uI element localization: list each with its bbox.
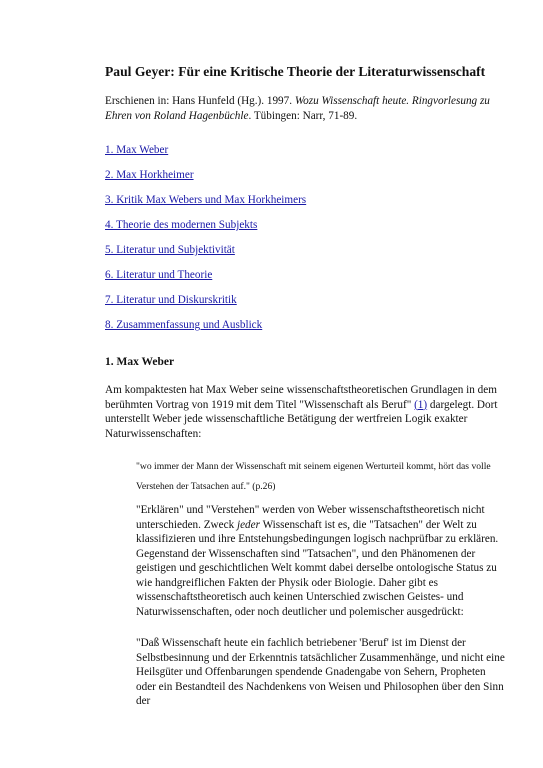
citation-suffix: . Tübingen: Narr, 71-89.: [248, 109, 358, 122]
footnote-link[interactable]: (1): [414, 398, 428, 411]
paragraph: [136, 503, 508, 619]
document-title: Paul Geyer: Für eine Kritische Theorie der Literaturwissenschaft: [105, 64, 486, 79]
toc-link-literatur-theorie[interactable]: 6. Literatur und Theorie: [105, 269, 213, 281]
block-quote: "Daß Wissenschaft heute ein fachlich betriebener 'Beruf' ist im Dienst der Selbstbesinnung und der Erkenntnis tatsächlicher Zusammenhänge, und nicht eine Heilsgüter und Offenbarungen spendende Gnadengabe von Sehern, Propheten oder ein Bestandteil des Nachdenkens von Weisen und Philosophen über den Sinn der: [136, 637, 505, 707]
toc-link-zusammenfassung[interactable]: 8. Zusammenfassung und Ausblick: [105, 319, 263, 331]
toc-item: [105, 243, 505, 268]
section-heading: 1. Max Weber: [105, 356, 175, 368]
paragraph-text: dargelegt. Dort unterstellt Weber jede wissenschaftliche Betätigung der wertfreien Logik exakter Naturwissenschaften:: [105, 398, 498, 440]
paragraph-text: "Erklären" und "Verstehen" werden von Weber wissenschaftstheoretisch nicht unterschieden. Zweck: [136, 504, 485, 531]
toc-item: [105, 218, 505, 243]
toc-item: [105, 143, 505, 168]
paragraph-text: Am kompaktesten hat Max Weber seine wissenschaftstheoretischen Grundlagen in dem berühmten Vortrag von 1919 mit dem Titel "Wissenschaft als Beruf": [105, 384, 497, 411]
toc-link-kritik[interactable]: 3. Kritik Max Webers und Max Horkheimers: [105, 194, 307, 206]
citation-book-title: Wozu Wissenschaft heute. Ringvorlesung zu Ehren von Roland Hagenbüchle: [105, 95, 490, 122]
toc-item: [105, 193, 505, 218]
toc-link-diskurskritik[interactable]: 7. Literatur und Diskurskritik: [105, 294, 237, 306]
toc-link-max-horkheimer[interactable]: 2. Max Horkheimer: [105, 169, 194, 181]
citation: [105, 94, 505, 123]
toc-item: [105, 318, 505, 343]
emphasis: jeder: [236, 518, 260, 531]
paragraph: [105, 383, 510, 441]
toc-link-theorie-subjekt[interactable]: 4. Theorie des modernen Subjekts: [105, 219, 258, 231]
toc-item: [105, 168, 505, 193]
toc-item: [105, 268, 505, 293]
citation-prefix: Erschienen in: Hans Hunfeld (Hg.). 1997.: [105, 95, 295, 107]
table-of-contents: [105, 143, 505, 343]
paragraph-text: Wissenschaft ist es, die "Tatsachen" der Welt zu klassifizieren und ihre Entstehungsbedingungen logisch nachprüfbar zu erklären. Gegenstand der Wissenschaften sind "Tatsachen", und den Phänomenen der geistigen und geschichtlichen Welt kommt dabei derselbe ontologische Status zu wie handgreiflichen Fakten der Physik oder Biologie. Daher gibt es wissenschaftstheoretisch auch keinen Unterschied zwischen Geistes- und Naturwissenschaften, oder noch deutlicher und polemischer ausgedrückt:: [136, 518, 499, 618]
toc-link-subjektivitaet[interactable]: 5. Literatur und Subjektivität: [105, 244, 235, 256]
toc-link-max-weber[interactable]: 1. Max Weber: [105, 144, 169, 156]
toc-item: [105, 293, 505, 318]
block-quote: "wo immer der Mann der Wissenschaft mit seinem eigenen Werturteil kommt, hört das volle Verstehen der Tatsachen auf." (p.26): [136, 461, 491, 492]
